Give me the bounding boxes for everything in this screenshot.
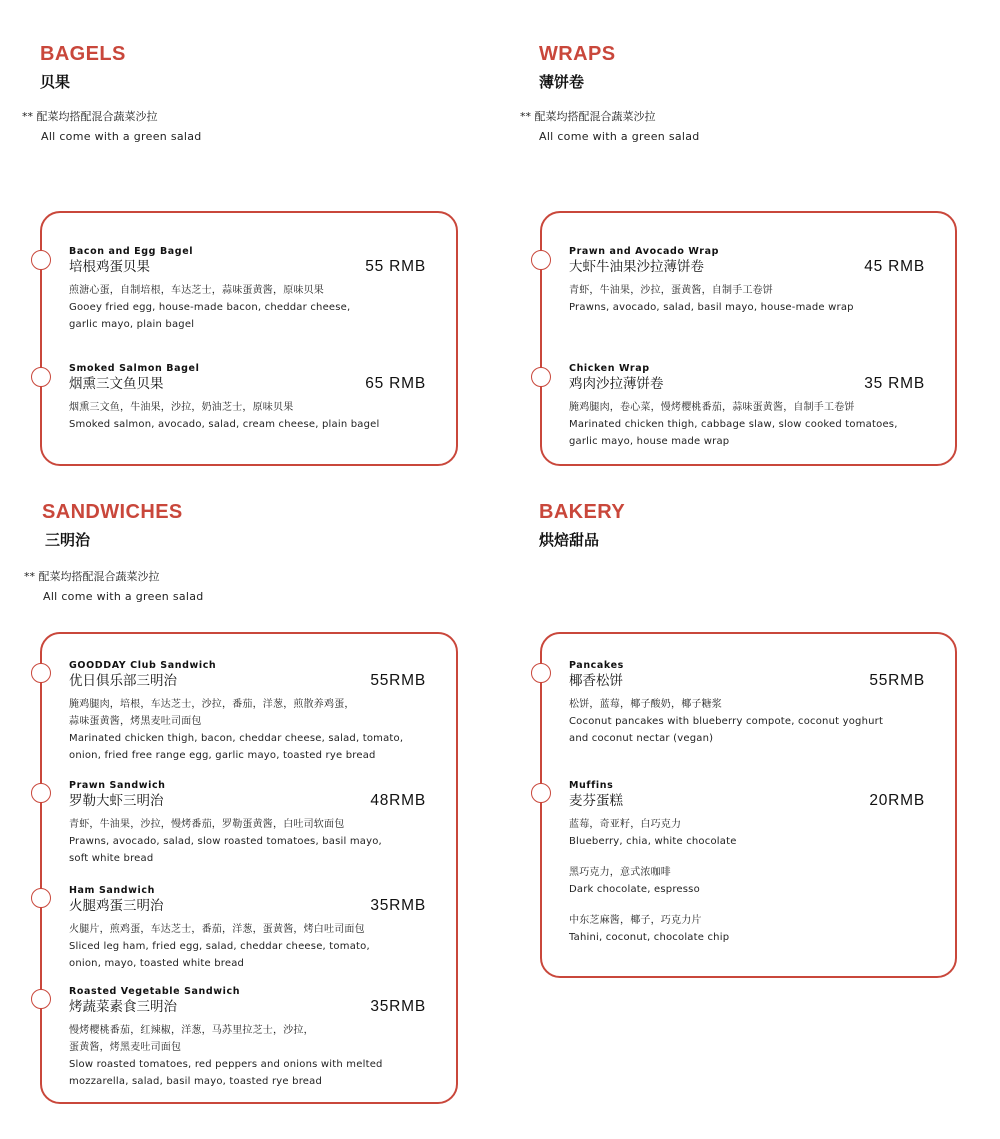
- item-desc-cn: 青虾，牛油果，沙拉，蛋黄酱，自制手工卷饼: [569, 285, 773, 296]
- item-desc-en: soft white bread: [69, 853, 154, 864]
- flavor-en: Dark chocolate, espresso: [569, 884, 700, 895]
- salad-note-en: All come with a green salad: [43, 590, 204, 603]
- salad-note-bagels: [22, 107, 202, 147]
- item-desc-en: and coconut nectar (vegan): [569, 733, 714, 744]
- item-desc-en: mozzarella, salad, basil mayo, toasted rye bread: [69, 1076, 323, 1087]
- item-price: 65 RMB: [365, 375, 426, 392]
- bullet-circle: [31, 250, 51, 270]
- salad-note-cn: ** 配菜均搭配混合蔬菜沙拉: [22, 110, 158, 123]
- bakery-header: [539, 500, 625, 550]
- item-desc-en: Prawns, avocado, salad, basil mayo, house-made wrap: [569, 302, 854, 313]
- item-desc-en: onion, mayo, toasted white bread: [69, 958, 245, 969]
- menu-item: [69, 245, 426, 333]
- item-desc-cn: 烟熏三文鱼，牛油果，沙拉，奶油芝士，原味贝果: [69, 402, 294, 413]
- bullet-circle: [531, 783, 551, 803]
- item-name-cn: 罗勒大虾三明治: [69, 793, 164, 809]
- item-price: 55RMB: [370, 672, 426, 689]
- item-name-cn: 麦芬蛋糕: [569, 793, 623, 809]
- item-name-en: Prawn and Avocado Wrap: [569, 246, 720, 257]
- sandwiches-card: [40, 632, 458, 1104]
- salad-note-sandwiches: [24, 567, 204, 607]
- item-name-cn: 烤蔬菜素食三明治: [69, 999, 177, 1015]
- item-desc-en: Marinated chicken thigh, bacon, cheddar cheese, salad, tomato,: [69, 733, 404, 744]
- section-title-cn-bagels: 贝果: [40, 73, 71, 91]
- bagels-header: [40, 42, 126, 92]
- item-name-en: Prawn Sandwich: [69, 780, 166, 791]
- item-desc-en: Slow roasted tomatoes, red peppers and onions with melted: [69, 1059, 383, 1070]
- menu-item: [69, 884, 426, 972]
- section-title-wraps: WRAPS: [539, 43, 616, 65]
- item-price: 20RMB: [869, 792, 925, 809]
- flavor-cn: 蓝莓，奇亚籽，白巧克力: [569, 819, 682, 830]
- salad-note-cn: ** 配菜均搭配混合蔬菜沙拉: [520, 110, 656, 123]
- item-name-en: GOODDAY Club Sandwich: [69, 660, 217, 671]
- bullet-circle: [31, 888, 51, 908]
- item-price: 55RMB: [869, 672, 925, 689]
- flavor-cn: 黑巧克力，意式浓咖啡: [569, 867, 671, 878]
- item-name-cn: 椰香松饼: [569, 673, 623, 689]
- bullet-circle: [531, 367, 551, 387]
- item-desc-cn: 青虾，牛油果，沙拉，慢烤番茄，罗勒蛋黄酱，白吐司软面包: [69, 819, 345, 830]
- item-desc-en: Coconut pancakes with blueberry compote, coconut yoghurt: [569, 716, 884, 727]
- item-name-cn: 大虾牛油果沙拉薄饼卷: [569, 259, 704, 275]
- item-name-en: Pancakes: [569, 660, 624, 671]
- item-desc-cn: 煎溏心蛋，自制培根，车达芝士，蒜味蛋黄酱，原味贝果: [69, 285, 324, 296]
- item-name-en: Chicken Wrap: [569, 363, 650, 374]
- salad-note-en: All come with a green salad: [539, 130, 700, 143]
- section-title-cn-wraps: 薄饼卷: [539, 73, 585, 91]
- section-title-sandwiches: SANDWICHES: [42, 501, 183, 523]
- item-price: 35RMB: [370, 998, 426, 1015]
- item-price: 35RMB: [370, 897, 426, 914]
- bullet-circle: [531, 663, 551, 683]
- item-desc-cn: 火腿片，煎鸡蛋，车达芝士，番茄，洋葱，蛋黄酱，烤白吐司面包: [69, 924, 365, 935]
- item-price: 35 RMB: [864, 375, 925, 392]
- wraps-card: [540, 211, 957, 466]
- menu-item: [569, 362, 925, 450]
- sandwiches-header: [42, 500, 183, 550]
- item-desc-cn: 松饼，蓝莓，椰子酸奶，椰子糖浆: [569, 699, 722, 710]
- bullet-circle: [31, 989, 51, 1009]
- section-title-bakery: BAKERY: [539, 501, 626, 523]
- item-desc-en: Gooey fried egg, house-made bacon, cheddar cheese,: [69, 302, 351, 313]
- bullet-circle: [531, 250, 551, 270]
- item-desc-en: Marinated chicken thigh, cabbage slaw, slow cooked tomatoes,: [569, 419, 898, 430]
- item-name-cn: 鸡肉沙拉薄饼卷: [569, 376, 664, 392]
- item-name-cn: 火腿鸡蛋三明治: [69, 898, 164, 914]
- item-desc-cn: 蛋黄酱，烤黑麦吐司面包: [69, 1042, 182, 1053]
- section-title-bagels: BAGELS: [40, 43, 126, 65]
- menu-item: [69, 659, 426, 764]
- item-desc-cn: 蒜味蛋黄酱，烤黑麦吐司面包: [69, 716, 202, 727]
- menu-item: [569, 245, 925, 316]
- menu-item: [69, 985, 426, 1090]
- item-desc-en: Sliced leg ham, fried egg, salad, cheddar cheese, tomato,: [69, 941, 370, 952]
- item-desc-en: onion, fried free range egg, garlic mayo, toasted rye bread: [69, 750, 376, 761]
- wraps-header: [539, 42, 615, 92]
- item-desc-cn: 慢烤樱桃番茄，红辣椒，洋葱，马苏里拉芝士，沙拉，: [69, 1025, 314, 1036]
- menu-item: [69, 362, 426, 433]
- item-desc-en: garlic mayo, plain bagel: [69, 319, 195, 330]
- item-price: 45 RMB: [864, 258, 925, 275]
- item-price: 48RMB: [370, 792, 426, 809]
- section-title-cn-bakery: 烘焙甜品: [539, 531, 600, 549]
- item-name-en: Muffins: [569, 780, 614, 791]
- bakery-card: [540, 632, 957, 978]
- section-title-cn-sandwiches: 三明治: [45, 531, 91, 549]
- item-desc-cn: 腌鸡腿肉，卷心菜，慢烤樱桃番茄，蒜味蛋黄酱，自制手工卷饼: [569, 402, 855, 413]
- menu-item: [569, 659, 925, 747]
- item-name-cn: 烟熏三文鱼贝果: [69, 376, 164, 392]
- salad-note-wraps: [520, 107, 700, 147]
- bullet-circle: [31, 663, 51, 683]
- menu-item: [69, 779, 426, 867]
- flavor-cn: 中东芝麻酱，椰子，巧克力片: [569, 915, 702, 926]
- item-name-en: Bacon and Egg Bagel: [69, 246, 194, 257]
- salad-note-en: All come with a green salad: [41, 130, 202, 143]
- flavor-en: Blueberry, chia, white chocolate: [569, 836, 737, 847]
- bagels-card: [40, 211, 458, 466]
- bullet-circle: [31, 783, 51, 803]
- item-price: 55 RMB: [365, 258, 426, 275]
- item-desc-cn: 腌鸡腿肉，培根，车达芝士，沙拉，番茄，洋葱，煎散养鸡蛋，: [69, 699, 355, 710]
- salad-note-cn: ** 配菜均搭配混合蔬菜沙拉: [24, 570, 160, 583]
- menu-item: [569, 779, 925, 946]
- item-name-en: Ham Sandwich: [69, 885, 156, 896]
- flavor-en: Tahini, coconut, chocolate chip: [569, 932, 730, 943]
- item-desc-en: Prawns, avocado, salad, slow roasted tomatoes, basil mayo,: [69, 836, 382, 847]
- item-name-en: Smoked Salmon Bagel: [69, 363, 200, 374]
- item-desc-en: garlic mayo, house made wrap: [569, 436, 730, 447]
- item-name-cn: 培根鸡蛋贝果: [69, 259, 150, 275]
- item-name-en: Roasted Vegetable Sandwich: [69, 986, 241, 997]
- item-desc-en: Smoked salmon, avocado, salad, cream cheese, plain bagel: [69, 419, 380, 430]
- item-name-cn: 优日俱乐部三明治: [69, 673, 177, 689]
- bullet-circle: [31, 367, 51, 387]
